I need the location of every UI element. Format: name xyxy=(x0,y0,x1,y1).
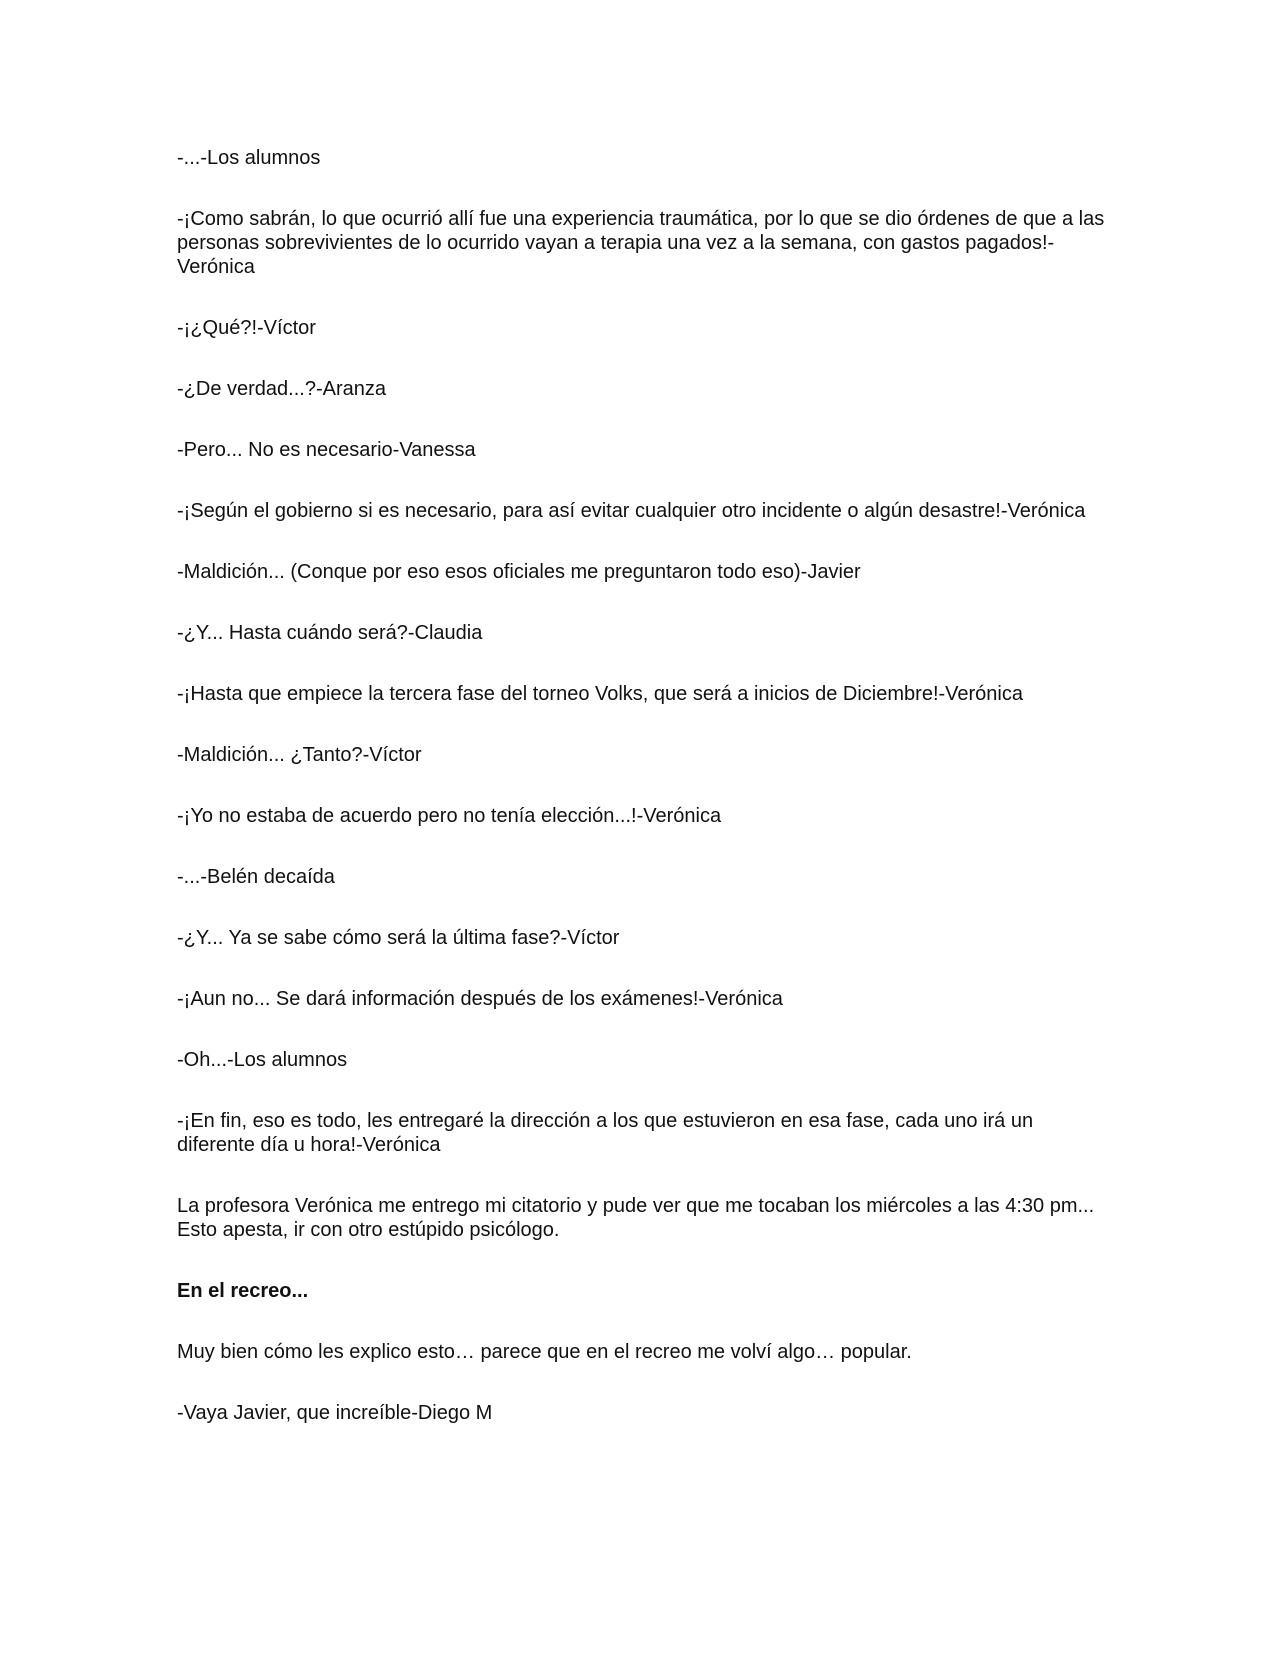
paragraph: La profesora Verónica me entrego mi citatorio y pude ver que me tocaban los miércoles a las 4:30 pm... Esto apesta, ir con otro estúpido psicólogo. xyxy=(177,1195,1095,1241)
paragraph: -Maldición... (Conque por eso esos oficiales me preguntaron todo eso)-Javier xyxy=(177,561,861,583)
paragraph: -Vaya Javier, que increíble-Diego M xyxy=(177,1402,493,1424)
paragraph: -Pero... No es necesario-Vanessa xyxy=(177,439,476,461)
paragraph: -...-Los alumnos xyxy=(177,147,321,169)
paragraph: -Maldición... ¿Tanto?-Víctor xyxy=(177,744,422,766)
paragraph: -¿Y... Ya se sabe cómo será la última fase?-Víctor xyxy=(177,927,620,949)
paragraph: -¡Aun no... Se dará información después de los exámenes!-Verónica xyxy=(177,988,783,1010)
paragraph: Muy bien cómo les explico esto… parece que en el recreo me volví algo… popular. xyxy=(177,1341,912,1363)
section-heading: En el recreo... xyxy=(177,1280,309,1302)
paragraph: -Oh...-Los alumnos xyxy=(177,1049,348,1071)
paragraph: -¡Como sabrán, lo que ocurrió allí fue una experiencia traumática, por lo que se dio órdenes de que a las personas sobrevivientes de lo ocurrido vayan a terapia una vez a la semana, con gastos pagados!-Verónica xyxy=(177,208,1105,278)
paragraph: -¡Hasta que empiece la tercera fase del torneo Volks, que será a inicios de Diciembre!-Verónica xyxy=(177,683,1023,705)
paragraph: -¡¿Qué?!-Víctor xyxy=(177,317,316,339)
paragraph: -¿De verdad...?-Aranza xyxy=(177,378,386,400)
document-page xyxy=(177,146,1107,1462)
paragraph: -¿Y... Hasta cuándo será?-Claudia xyxy=(177,622,483,644)
paragraph: -¡En fin, eso es todo, les entregaré la dirección a los que estuvieron en esa fase, cada uno irá un diferente día u hora!-Verónica xyxy=(177,1110,1034,1156)
paragraph: -...-Belén decaída xyxy=(177,866,335,888)
paragraph: -¡Yo no estaba de acuerdo pero no tenía elección...!-Verónica xyxy=(177,805,722,827)
paragraph: -¡Según el gobierno si es necesario, para así evitar cualquier otro incidente o algún desastre!-Verónica xyxy=(177,500,1086,522)
